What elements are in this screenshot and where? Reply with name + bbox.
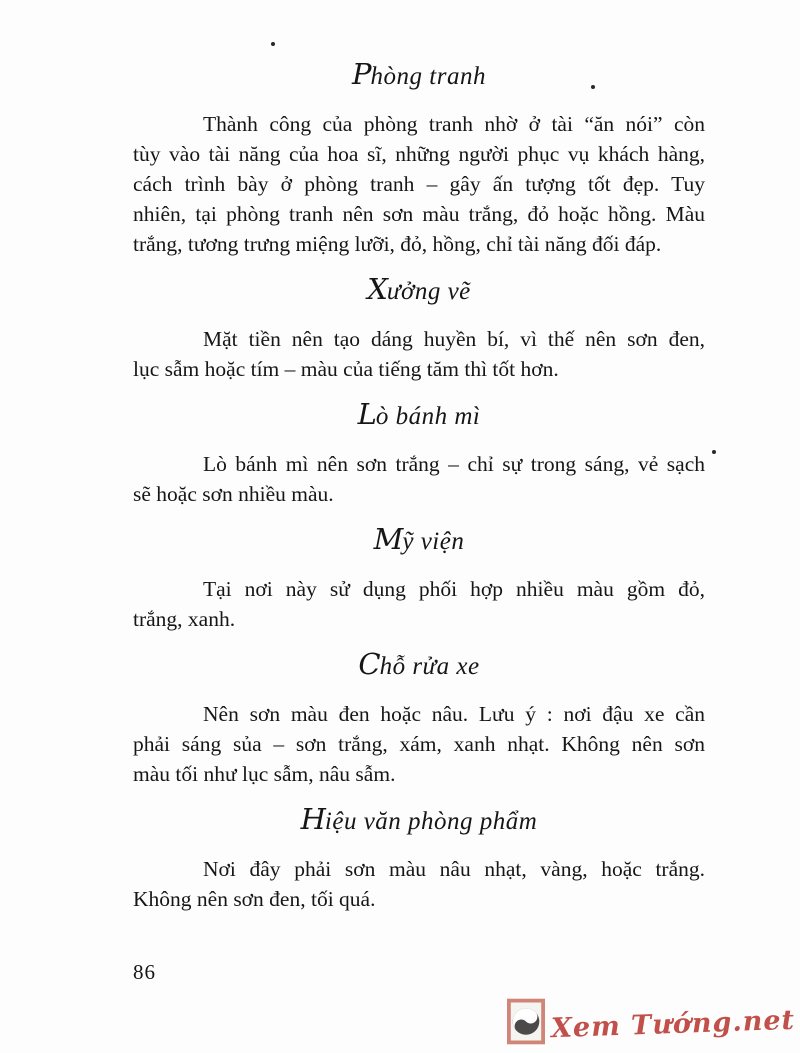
section-heading — [133, 398, 705, 433]
paragraph — [133, 449, 705, 509]
text-block — [133, 0, 705, 914]
heading-rest: ỹ viện — [402, 528, 465, 555]
site-watermark — [507, 998, 795, 1050]
book-section — [133, 398, 705, 509]
paragraph-line: tùy vào tài năng của hoa sĩ, những người phục vụ khách hàng, — [133, 142, 705, 166]
heading-initial: P — [352, 57, 371, 91]
book-section — [133, 273, 705, 384]
paragraph-line: lục sẫm hoặc tím – màu của tiếng tăm thì tốt hơn. — [133, 357, 559, 381]
scan-speck — [712, 450, 716, 454]
yin-yang-icon — [507, 998, 545, 1050]
paragraph-line: Tại nơi này sử dụng phối hợp nhiều màu gồm đỏ, — [203, 577, 705, 601]
heading-initial: L — [357, 397, 376, 431]
book-section — [133, 58, 705, 259]
heading-initial: H — [300, 802, 325, 836]
paragraph-line: Nên sơn màu đen hoặc nâu. Lưu ý : nơi đậu xe cần — [203, 702, 705, 726]
watermark-site-name: Xem Tướng.net — [550, 1004, 796, 1044]
paragraph — [133, 854, 705, 914]
heading-initial: C — [358, 647, 380, 681]
paragraph-line: trắng, xanh. — [133, 607, 236, 631]
page-number: 86 — [133, 960, 156, 984]
heading-rest: ò bánh mì — [375, 403, 481, 430]
section-heading — [133, 58, 705, 93]
paragraph-line: sẽ hoặc sơn nhiều màu. — [133, 482, 334, 506]
heading-rest: hỗ rửa xe — [379, 653, 480, 680]
section-heading — [133, 273, 705, 308]
paragraph-line: nhiên, tại phòng tranh nên sơn màu trắng, đỏ hoặc hồng. Màu — [133, 202, 705, 226]
heading-rest: ưởng vẽ — [386, 278, 471, 305]
paragraph — [133, 324, 705, 384]
section-heading — [133, 803, 705, 838]
paragraph-line: Lò bánh mì nên sơn trắng – chỉ sự trong sáng, vẻ sạch — [203, 452, 705, 476]
paragraph-line: Nơi đây phải sơn màu nâu nhạt, vàng, hoặc trắng. — [203, 857, 705, 881]
paragraph — [133, 109, 705, 259]
heading-rest: iệu văn phòng phẩm — [324, 808, 538, 835]
paragraph-line: màu tối như lục sẫm, nâu sẫm. — [133, 762, 396, 786]
heading-rest: hòng tranh — [370, 63, 486, 90]
paragraph-line: Không nên sơn đen, tối quá. — [133, 887, 376, 911]
heading-initial: M — [373, 522, 403, 556]
section-heading — [133, 523, 705, 558]
paragraph-line: phải sáng sủa – sơn trắng, xám, xanh nhạt. Không nên sơn — [133, 732, 705, 756]
paragraph-line: Thành công của phòng tranh nhờ ở tài “ăn nói” còn — [203, 112, 705, 136]
paragraph-line: cách trình bày ở phòng tranh – gây ấn tượng tốt đẹp. Tuy — [133, 172, 705, 196]
book-section — [133, 648, 705, 789]
paragraph — [133, 699, 705, 789]
section-heading — [133, 648, 705, 683]
heading-initial: X — [367, 272, 387, 306]
book-section — [133, 803, 705, 914]
book-section — [133, 523, 705, 634]
paragraph-line: Mặt tiền nên tạo dáng huyền bí, vì thế nên sơn đen, — [203, 327, 705, 351]
paragraph-line: trắng, tương trưng miệng lưỡi, đỏ, hồng, chỉ tài năng đối đáp. — [133, 232, 662, 256]
paragraph — [133, 574, 705, 634]
